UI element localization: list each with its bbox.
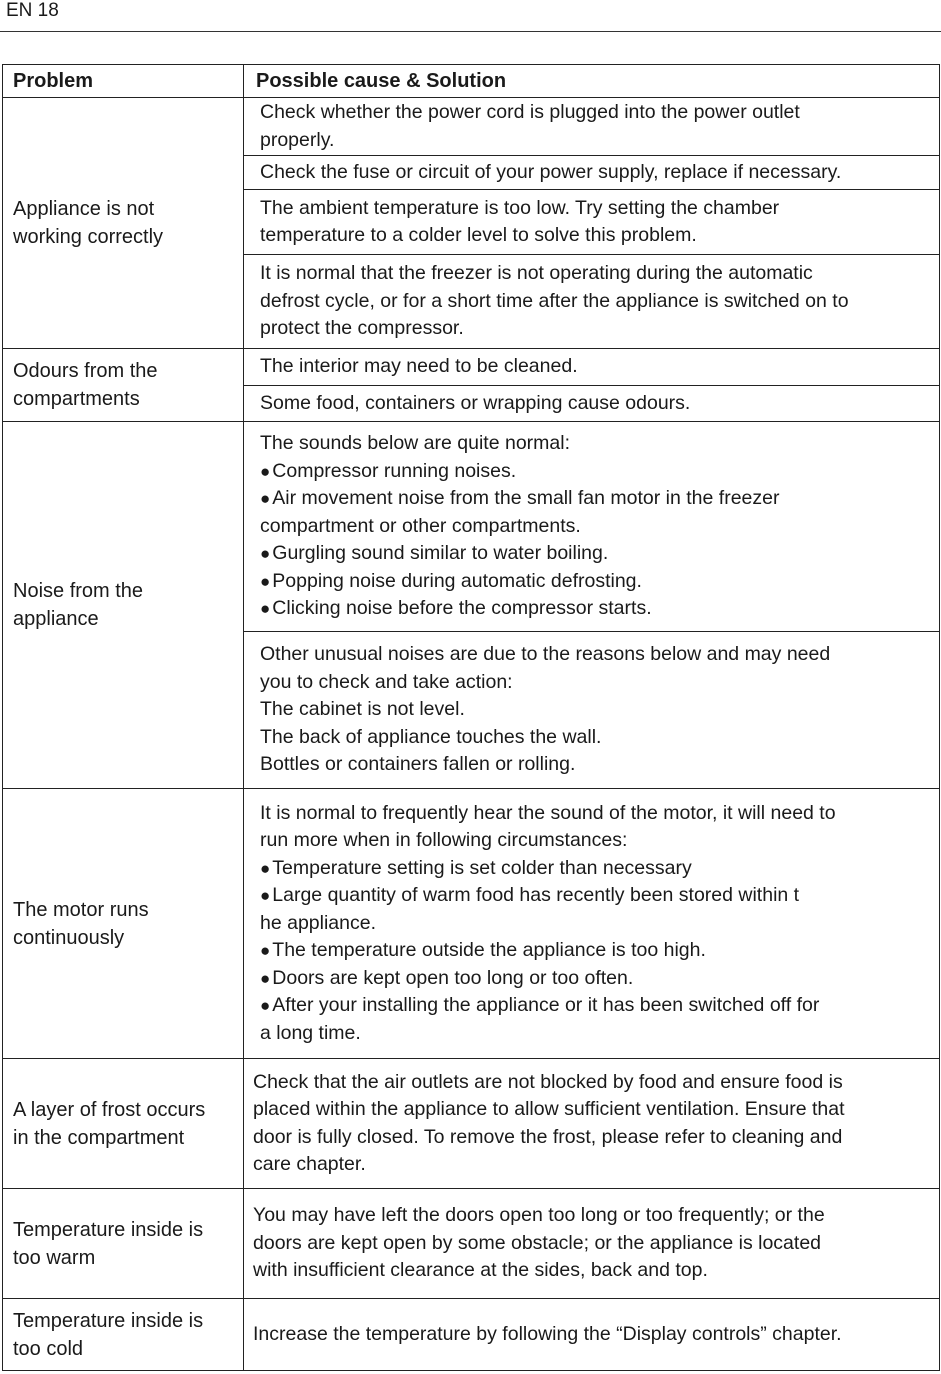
solution-line: Check the fuse or circuit of your power supply, replace if necessary. xyxy=(260,160,842,183)
solution-line: Bottles or containers fallen or rolling. xyxy=(260,753,576,776)
solution-cell xyxy=(244,386,940,422)
bullet-item: ● Clicking noise before the compressor starts. xyxy=(260,595,937,623)
page-header xyxy=(0,0,941,32)
problem-line: working correctly xyxy=(13,226,164,248)
solution-line: door is fully closed. To remove the frost, please refer to cleaning and xyxy=(253,1125,843,1148)
problem-line: Odours from the xyxy=(13,360,158,382)
solution-line: Other unusual noises are due to the reasons below and may need xyxy=(260,643,831,666)
table-header-row xyxy=(3,65,940,98)
bullet-item: ● Large quantity of warm food has recently been stored within t xyxy=(260,882,937,910)
solution-line: The cabinet is not level. xyxy=(260,698,465,721)
solution-line: Check that the air outlets are not blocked by food and ensure food is xyxy=(253,1070,843,1093)
table-row xyxy=(3,1299,940,1371)
solution-line: The back of appliance touches the wall. xyxy=(260,725,602,748)
problem-line: A layer of frost occurs xyxy=(13,1098,206,1121)
problem-cell xyxy=(3,349,244,422)
solution-line: doors are kept open by some obstacle; or the appliance is located xyxy=(253,1231,822,1254)
solution-cell xyxy=(244,1059,940,1189)
solution-line: run more when in following circumstances: xyxy=(260,829,628,852)
table-row xyxy=(3,349,940,386)
solution-cell xyxy=(244,98,940,156)
page-number: EN 18 xyxy=(6,0,59,21)
bullet-item: ● Temperature setting is set colder than necessary xyxy=(260,855,937,883)
solution-cell xyxy=(244,422,940,632)
problem-line: too cold xyxy=(13,1337,84,1360)
solution-line: temperature to a colder level to solve this problem. xyxy=(260,224,697,246)
problem-cell xyxy=(3,1299,244,1371)
table-row xyxy=(3,789,940,1059)
bullet-item: ● Gurgling sound similar to water boiling. xyxy=(260,540,937,568)
solution-line: The sounds below are quite normal: xyxy=(260,432,571,455)
solution-line: Check whether the power cord is plugged into the power outlet xyxy=(260,101,800,123)
solution-line: It is normal to frequently hear the sound of the motor, it will need to xyxy=(260,801,836,824)
problem-line: appliance xyxy=(13,608,99,630)
solution-line: The interior may need to be cleaned. xyxy=(260,355,578,378)
problem-cell xyxy=(3,1189,244,1299)
problem-line: Appliance is not xyxy=(13,198,155,220)
bullet-item: ● The temperature outside the appliance is too high. xyxy=(260,937,937,965)
solution-line: Increase the temperature by following the “Display controls” chapter. xyxy=(253,1322,842,1345)
table-row xyxy=(3,98,940,156)
troubleshooting-table xyxy=(2,64,940,1371)
bullet-item: ● Doors are kept open too long or too often. xyxy=(260,965,937,993)
solution-line: defrost cycle, or for a short time after the appliance is switched on to xyxy=(260,289,849,312)
bullet-item: ● Popping noise during automatic defrosting. xyxy=(260,568,937,596)
solution-line: care chapter. xyxy=(253,1153,366,1175)
solution-cell xyxy=(244,789,940,1059)
solution-line: he appliance. xyxy=(260,911,377,934)
problem-line: too warm xyxy=(13,1246,96,1269)
solution-cell xyxy=(244,632,940,789)
problem-line: Noise from the xyxy=(13,580,144,602)
solution-line: It is normal that the freezer is not operating during the automatic xyxy=(260,262,813,285)
problem-line: The motor runs xyxy=(13,898,149,921)
solution-cell xyxy=(244,255,940,349)
solution-line: You may have left the doors open too long or too frequently; or the xyxy=(253,1204,825,1227)
problem-line: Temperature inside is xyxy=(13,1218,204,1241)
solution-line: The ambient temperature is too low. Try setting the chamber xyxy=(260,196,780,219)
solution-line: Some food, containers or wrapping cause odours. xyxy=(260,391,691,414)
header-problem: Problem xyxy=(3,65,244,98)
problem-line: continuously xyxy=(13,926,125,949)
solution-line: protect the compressor. xyxy=(260,317,464,340)
solution-line: with insufficient clearance at the sides, back and top. xyxy=(253,1259,708,1282)
bullet-item: ● Air movement noise from the small fan motor in the freezer xyxy=(260,485,937,513)
solution-cell xyxy=(244,1299,940,1371)
problem-line: Temperature inside is xyxy=(13,1309,204,1332)
bullet-item: ● Compressor running noises. xyxy=(260,458,937,486)
solution-cell xyxy=(244,156,940,190)
table-row xyxy=(3,1059,940,1189)
solution-line: compartment or other compartments. xyxy=(260,514,581,537)
problem-cell xyxy=(3,98,244,349)
solution-line: placed within the appliance to allow sufficient ventilation. Ensure that xyxy=(253,1098,845,1120)
problem-line: compartments xyxy=(13,388,140,410)
solution-line: a long time. xyxy=(260,1021,361,1044)
solution-line: you to check and take action: xyxy=(260,670,513,693)
bullet-item: ● After your installing the appliance or it has been switched off for xyxy=(260,992,937,1020)
table-row xyxy=(3,1189,940,1299)
solution-line: properly. xyxy=(260,128,335,151)
solution-cell xyxy=(244,349,940,386)
solution-cell xyxy=(244,190,940,255)
problem-cell xyxy=(3,789,244,1059)
header-solution: Possible cause & Solution xyxy=(244,65,940,98)
problem-cell xyxy=(3,422,244,789)
problem-cell xyxy=(3,1059,244,1189)
table-row xyxy=(3,422,940,632)
problem-line: in the compartment xyxy=(13,1126,185,1149)
solution-cell xyxy=(244,1189,940,1299)
